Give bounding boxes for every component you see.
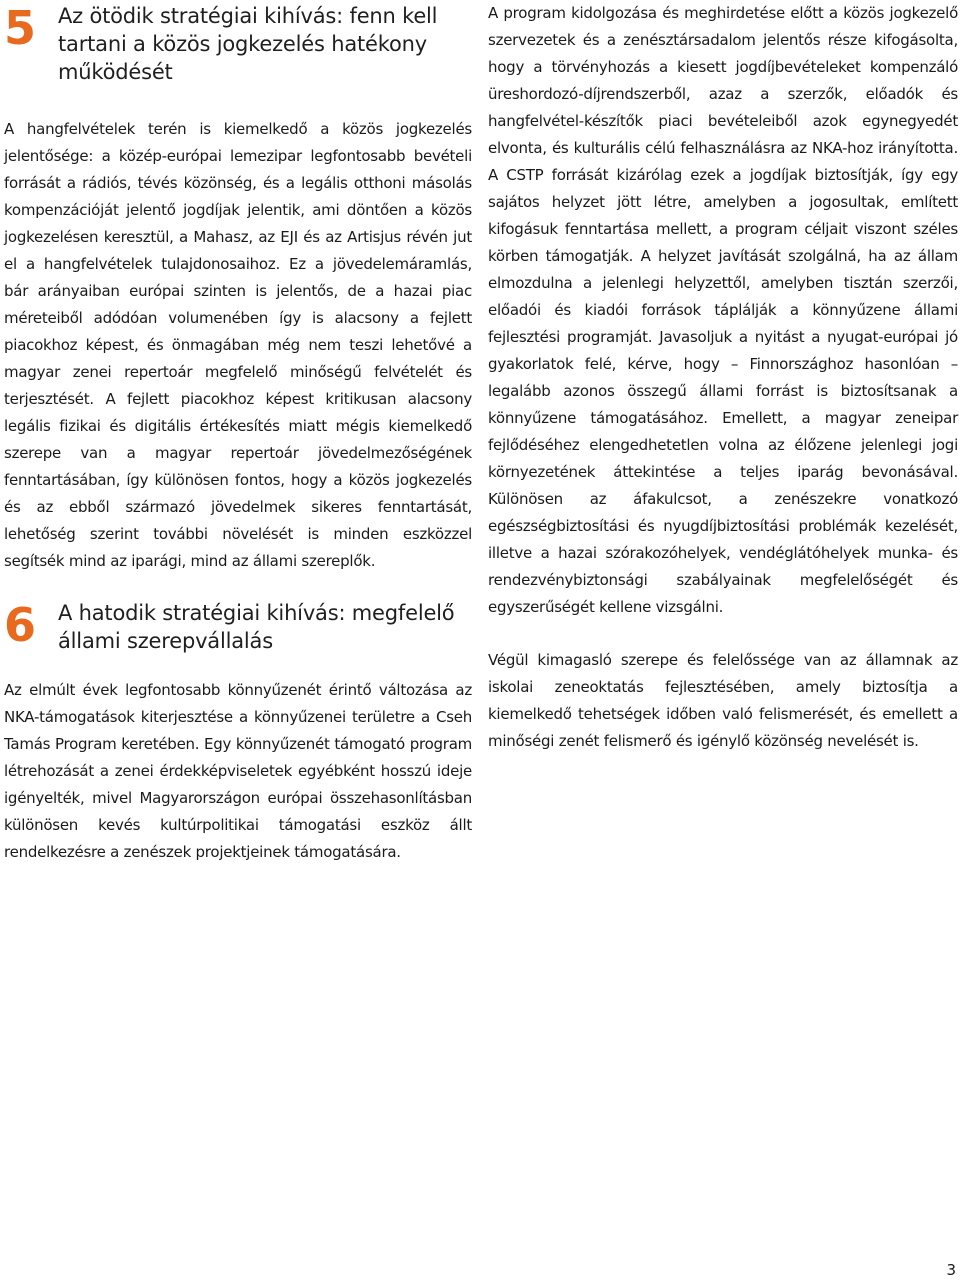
- section-5-title: Az ötödik stratégiai kihívás: fenn kell tartani a közös jogkezelés hatékony működését: [58, 4, 438, 84]
- section-6-heading: [4, 599, 472, 655]
- right-paragraph-1: A program kidolgozása és meghirdetése előtt a közös jogkezelő szervezetek és a zenésztársadalom jelentős része kifogásolta, hogy a törvényhozás a kiesett jogdíjbevételeket kompenzáló üreshordozó-díjrendszerből, azaz a szerzők, előadók és hangfelvétel-készítők piaci bevételeiből azok egynegyedét elvonta, és kulturális célú felhasználásra az NKA-hoz irányította. A CSTP forrását kizárólag ezek a jogdíjak biztosítják, így egy sajátos helyzet jött létre, amelyben a jogosultak, említett kifogásuk fenntartása mellett, a program céljait viszont széles körben támogatják. A helyzet javítását szolgálná, ha az állam elmozdulna a jelenlegi helyzettől, amelyben tisztán szerzői, előadói és kiadói források táplálják a könnyűzene állami fejlesztési programját. Javasoljuk a nyitást a nyugat-európai jó gyakorlatok felé, kérve, hogy – Finnországhoz hasonlóan – legalább azonos összegű állami forrást is biztosítsanak a könnyűzene támogatásához. Emellett, a magyar zeneipar fejlődéséhez elengedhetetlen volna az élőzene jelenlegi jogi környezetének áttekintése a teljes iparág bevonásával. Különösen az áfakulcsot, a zenészekre vonatkozó egészségbiztosítási és nyugdíjbiztosítási problémák kezelését, illetve a hazai szórakozóhelyek, vendéglátóhelyek munka- és rendezvénybiztonsági szabályainak megfelelőségét és egyszerűségét kellene vizsgálni.: [488, 4, 958, 616]
- section-5-number: 5: [4, 1, 37, 55]
- section-5-heading: [4, 2, 472, 86]
- left-column: [4, 0, 472, 866]
- section-6-paragraph: Az elmúlt évek legfontosabb könnyűzenét érintő változása az NKA-támogatások kiterjesztése a könnyűzenei területre a Cseh Tamás Program keretében. Egy könnyűzenét támogató program létrehozását a zenei érdekképviseletek egyébként hosszú ideje igényelték, mivel Magyarországon európai összehasonlításban különösen kevés kultúrpolitikai támogatási eszköz állt rendelkezésre a zenészek projektjeinek támogatására.: [4, 681, 472, 861]
- section-5-paragraph: A hangfelvételek terén is kiemelkedő a közös jogkezelés jelentősége: a közép-európai lemezipar legfontosabb bevételi forrását a rádiós, tévés közönség, és a legális otthoni másolás kompenzációját jelentő jogdíjak jelentik, ami döntően a közös jogkezelésen keresztül, a Mahasz, az EJI és az Artisjus révén jut el a hangfelvételek tulajdonosaihoz. Ez a jövedelemáramlás, bár arányaiban európai szinten is jelentős, de a hazai piac méreteiből adódóan volumenében így is alacsony a fejlett piacokhoz képest, és önmagában még nem teszi lehetővé a magyar zenei repertoár megfelelő minőségű felvételét és terjesztését. A fejlett piacokhoz képest kritikusan alacsony legális fizikai és digitális értékesítés miatt mégis kiemelkedő szerepe van a magyar repertoár jövedelmezőségének fenntartásában, így különösen fontos, hogy a közös jogkezelés és az ebből származó jövedelmek sikeres fenntartását, lehetőség szerint további növelését is minden eszközzel segítsék mind az iparági, mind az állami szereplők.: [4, 120, 472, 570]
- right-paragraph-2: Végül kimagasló szerepe és felelőssége van az államnak az iskolai zeneoktatás fejlesztésében, amely biztosítja a kiemelkedő tehetségek időben való felismerését, és emellett a minőségi zenét felismerő és igénylő közönség nevelését is.: [488, 651, 958, 750]
- section-6-number: 6: [4, 598, 37, 652]
- page-number: 3: [946, 1261, 956, 1279]
- right-column: [488, 0, 958, 755]
- section-6-title: A hatodik stratégiai kihívás: megfelelő állami szerepvállalás: [58, 601, 455, 653]
